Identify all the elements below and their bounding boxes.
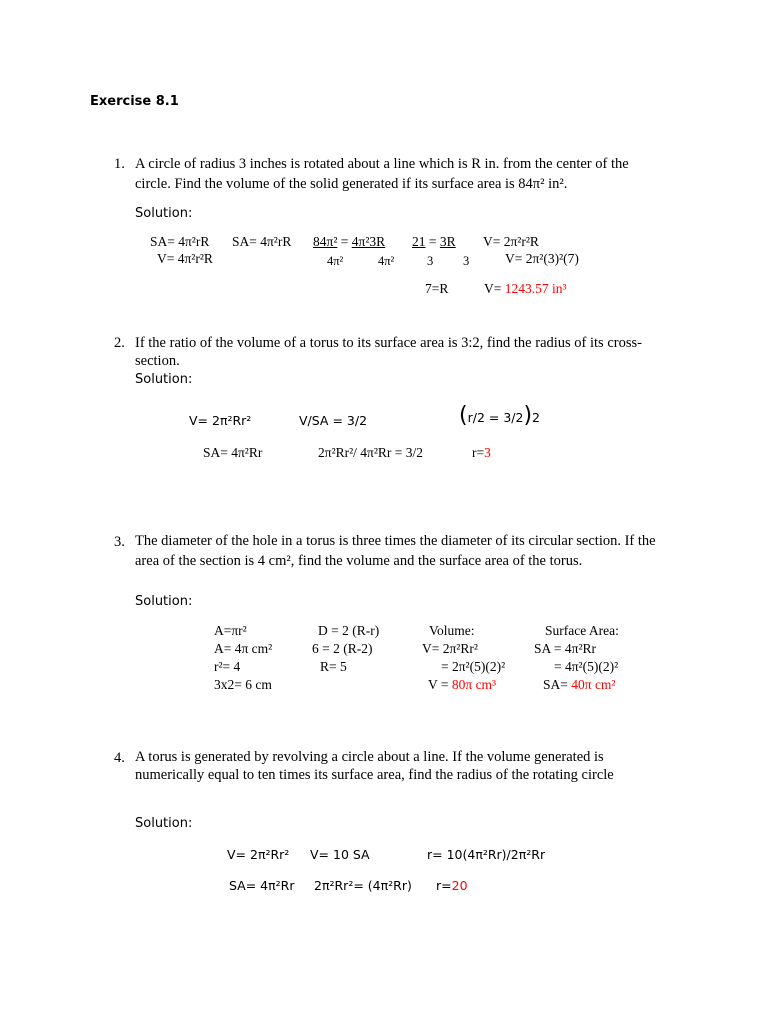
denominator: 4π² (378, 254, 395, 268)
answer-prefix: V= (484, 281, 505, 296)
problem-text-line: If the ratio of the volume of a torus to its surface area is 3:2, find the radius of its cross- (135, 335, 642, 351)
work-step: Volume: (429, 623, 475, 638)
paren-open: ( (459, 403, 468, 428)
answer-line (436, 878, 468, 893)
answer-prefix: r= (472, 445, 485, 460)
problem-number: 2. (114, 335, 125, 351)
work-step: 3x2= 6 cm (214, 677, 272, 692)
work-step: r²= 4 (214, 659, 241, 674)
work-step: 7=R (425, 281, 449, 296)
equals-sign: = (337, 234, 352, 249)
equals-sign: = (425, 234, 440, 249)
answer-prefix: r= (436, 878, 452, 893)
work-step: Surface Area: (545, 623, 619, 638)
solution-label: Solution: (135, 594, 193, 609)
work-step: V= 2π²(3)²(7) (505, 251, 579, 266)
work-step: 2π²Rr²= (4π²Rr) (314, 878, 412, 893)
numerator: 21 (412, 234, 426, 249)
answer-line (428, 677, 496, 693)
numerator: 4π²3R (351, 234, 386, 249)
work-step: SA= 4π²Rr (203, 445, 263, 460)
work-step: SA= 4π²rR (232, 234, 292, 249)
work-step (459, 405, 540, 427)
work-step: V= 2π²Rr² (227, 847, 290, 862)
denominator: 3 (463, 254, 470, 268)
solution-label: Solution: (135, 206, 193, 221)
problem-number: 4. (114, 750, 125, 766)
work-step: V= 2π²Rr² (422, 641, 478, 656)
problem-text-line: circle. Find the volume of the solid generated if its surface area is 84π² in². (135, 176, 568, 192)
work-step: r= 10(4π²Rr)/2π²Rr (427, 847, 546, 862)
work-step: V= 2π²r²R (483, 234, 539, 249)
denominator: 3 (427, 254, 434, 268)
answer-value: 3 (484, 445, 491, 460)
answer-line (484, 281, 567, 297)
problem-number: 1. (114, 156, 125, 172)
answer-value: 40π cm² (571, 677, 616, 692)
work-step: V= 4π²r²R (157, 251, 213, 266)
answer-line (472, 445, 491, 461)
answer-value: 80π cm³ (451, 677, 497, 692)
problem-number: 3. (114, 534, 125, 550)
exponent: 2 (532, 410, 540, 425)
fraction-numerator (412, 234, 456, 250)
problem-text-line: A torus is generated by revolving a circle about a line. If the volume generated is (135, 749, 604, 765)
work-step: SA= 4π²rR (150, 234, 210, 249)
work-step: SA= 4π²Rr (229, 878, 295, 893)
work-step: 6 = 2 (R-2) (312, 641, 373, 656)
answer-prefix: V = (428, 677, 452, 692)
problem-text-line: A circle of radius 3 inches is rotated about a line which is R in. from the center of the (135, 156, 629, 172)
problem-text-line: The diameter of the hole in a torus is three times the diameter of its circular section. If the (135, 533, 656, 549)
paren-close: ) (523, 403, 533, 428)
answer-line (543, 677, 615, 693)
work-step: D = 2 (R-r) (318, 623, 380, 638)
work-step: V/SA = 3/2 (299, 413, 368, 428)
work-step: A= 4π cm² (214, 641, 273, 656)
problem-text-line: section. (135, 353, 180, 369)
work-step: = 4π²(5)(2)² (554, 659, 619, 674)
numerator: 3R (439, 234, 456, 249)
work-step: = 2π²(5)(2)² (441, 659, 506, 674)
answer-prefix: SA= (543, 677, 572, 692)
fraction-numerator (313, 234, 385, 250)
denominator: 4π² (327, 254, 344, 268)
answer-value: 20 (451, 878, 468, 893)
problem-text-line: area of the section is 4 cm², find the volume and the surface area of the torus. (135, 553, 583, 569)
work-step: 2π²Rr²/ 4π²Rr = 3/2 (318, 445, 424, 460)
work-step: R= 5 (320, 659, 347, 674)
expression: r/2 = 3/2 (467, 410, 524, 425)
answer-value: 1243.57 in³ (504, 281, 567, 296)
solution-label: Solution: (135, 372, 193, 387)
work-step: V= 2π²Rr² (189, 413, 252, 428)
page-title: Exercise 8.1 (90, 94, 179, 109)
work-step: A=πr² (214, 623, 247, 638)
work-step: SA = 4π²Rr (534, 641, 596, 656)
solution-label: Solution: (135, 816, 193, 831)
numerator: 84π² (313, 234, 338, 249)
problem-text-line: numerically equal to ten times its surface area, find the radius of the rotating circle (135, 767, 614, 783)
work-step: V= 10 SA (310, 847, 370, 862)
